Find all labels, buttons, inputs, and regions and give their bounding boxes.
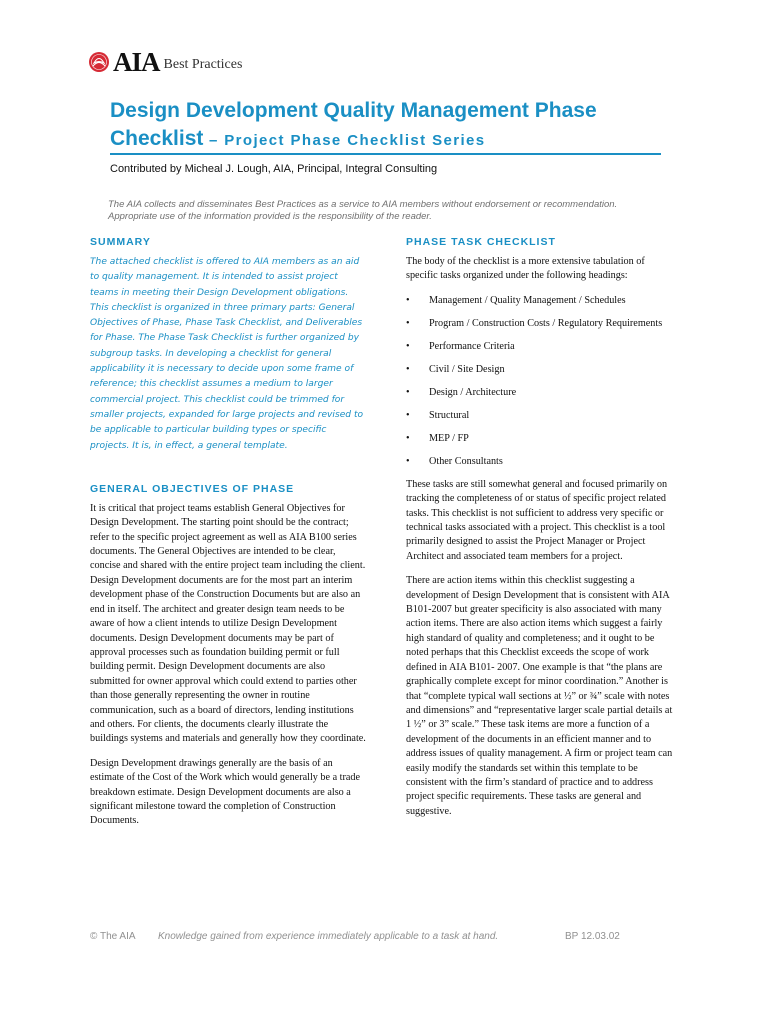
- logo-subtext: Best Practices: [163, 57, 243, 72]
- list-item-label: Program / Construction Costs / Regulatory Requirements: [429, 317, 663, 329]
- list-item: [406, 363, 678, 377]
- title-line-2: Checklist: [110, 127, 204, 150]
- left-column: [90, 235, 366, 839]
- list-item: [406, 409, 678, 423]
- general-objectives-heading: GENERAL OBJECTIVES OF PHASE: [90, 482, 295, 495]
- series-subtitle: Project Phase Checklist Series: [224, 132, 486, 149]
- bullet-icon: •: [406, 432, 410, 444]
- title-separator: –: [203, 132, 225, 149]
- list-item: [406, 455, 678, 469]
- general-objectives-paragraph-2: Design Development drawings generally are the basis of an estimate of the Cost of the Work which would generally be a trade breakdown estimate. Design Development documents are also a significant milestone toward the completion of Construction Documents.: [90, 757, 361, 827]
- bullet-icon: •: [406, 363, 410, 375]
- list-item-label: Performance Criteria: [429, 340, 515, 352]
- list-item-label: Other Consultants: [429, 455, 503, 467]
- summary-text: The attached checklist is offered to AIA members as an aid to quality management. It is intended to assist project teams in meeting their Design Development obligations. This checklist is organized in three primary parts: General Objectives of Phase, Phase Task Checklist, and Deliverables for Phase. The Phase Task Checklist is further organized by subgroup tasks. In developing a checklist for general applicability it is necessary to decide upon some frame of reference; this checklist assumes a medium to larger commercial project. This checklist could be trimmed for smaller projects, expanded for large projects and revised to be applicable to particular building types or specific projects. It is, in effect, a general template.: [90, 257, 364, 451]
- checklist-intro: The body of the checklist is a more extensive tabulation of specific tasks organized under the following headings:: [406, 256, 645, 282]
- phase-task-checklist-heading: PHASE TASK CHECKLIST: [406, 236, 556, 248]
- bullet-icon: •: [406, 409, 410, 421]
- summary-heading: SUMMARY: [90, 236, 151, 248]
- right-column: [406, 235, 678, 829]
- title-line-1: Design Development Quality Management Phase: [110, 99, 597, 122]
- bullet-icon: •: [406, 317, 410, 329]
- disclaimer: The AIA collects and disseminates Best Practices as a service to AIA members without endorsement or recommendation. Appropriate use of the information provided is the responsibility of the reader.: [108, 199, 618, 222]
- bullet-icon: •: [406, 294, 410, 306]
- list-item-label: Structural: [429, 409, 470, 421]
- logo-text: AIA: [113, 47, 160, 77]
- list-item-label: Design / Architecture: [429, 386, 517, 398]
- list-item-label: Civil / Site Design: [429, 363, 505, 375]
- checklist-paragraph-2: There are action items within this checklist suggesting a development of Design Development that is consistent with AIA B101-2007 but greater specificity is also associated with many action items. There are also action items which suggest a fairly high standard of quality and completeness; and it ought to be noted perhaps that this Checklist exceeds the scope of work defined in AIA B101- 2007. One example is that “the plans are graphically complete except for minor coordination.” Another is that “complete typical wall sections at ½” or ¾” scale with notes and dimensions” and “representative larger scale partial details at 1 ½” or 3” scale.” These task items are more a function of a development of the documents in an efficient manner and to address issues of quality management. A firm or project team can easily modify the standards set within this template to be consistent with the firm’s standard of practice and to address project specific requirements. These tasks are general and suggestive.: [406, 575, 673, 817]
- bullet-icon: •: [406, 340, 410, 352]
- contributor-line: Contributed by Micheal J. Lough, AIA, Principal, Integral Consulting: [110, 163, 438, 175]
- page-title: [110, 97, 670, 155]
- checklist-paragraph-1: These tasks are still somewhat general and focused primarily on tracking the completeness of or status of specific project related tasks. This checklist is not sufficient to address very specific or technical tasks associated with a project. This checklist is a tool primarily designed to assist the Project Manager or Project Architect and associated team members for a project.: [406, 478, 668, 562]
- list-item: [406, 317, 678, 331]
- list-item-label: Management / Quality Management / Schedules: [429, 294, 626, 306]
- title-rule: [110, 153, 661, 155]
- bullet-icon: •: [406, 386, 410, 398]
- aia-logo: [88, 46, 242, 76]
- list-item: [406, 294, 678, 308]
- list-item: [406, 386, 678, 400]
- general-objectives-paragraph-1: It is critical that project teams establish General Objectives for Design Development. The starting point should be the contract; refer to the specific project agreement as well as AIA B100 series documents. The General Objectives are intended to be clear, concise and shared with the entire project team including the client. Design Development documents are for the most part an interim development phase of the Construction Documents but are also an end in itself. The architect and greater design team needs to be aware of how a client intends to utilize Design Development documents. Design Development documents may be part of approval processes such as foundation building permit or full building permit. Design Development documents are also submitted for owner approval which could extend to parties other than those generally representing the owner in routine communication, such as a board of directors, lending institutions and others. For clients, the documents clearly illustrate the buildings systems and materials and generally how they coordinate.: [90, 502, 366, 745]
- bullet-icon: •: [406, 455, 410, 467]
- checklist-headings-list: [406, 294, 678, 469]
- list-item: [406, 432, 678, 446]
- list-item-label: MEP / FP: [429, 432, 469, 444]
- footer-tagline: Knowledge gained from experience immediately applicable to a task at hand.: [158, 931, 499, 942]
- footer-copyright: © The AIA: [90, 931, 136, 942]
- list-item: [406, 340, 678, 354]
- aia-seal-icon: [88, 51, 110, 73]
- footer-doc-id: BP 12.03.02: [565, 931, 620, 942]
